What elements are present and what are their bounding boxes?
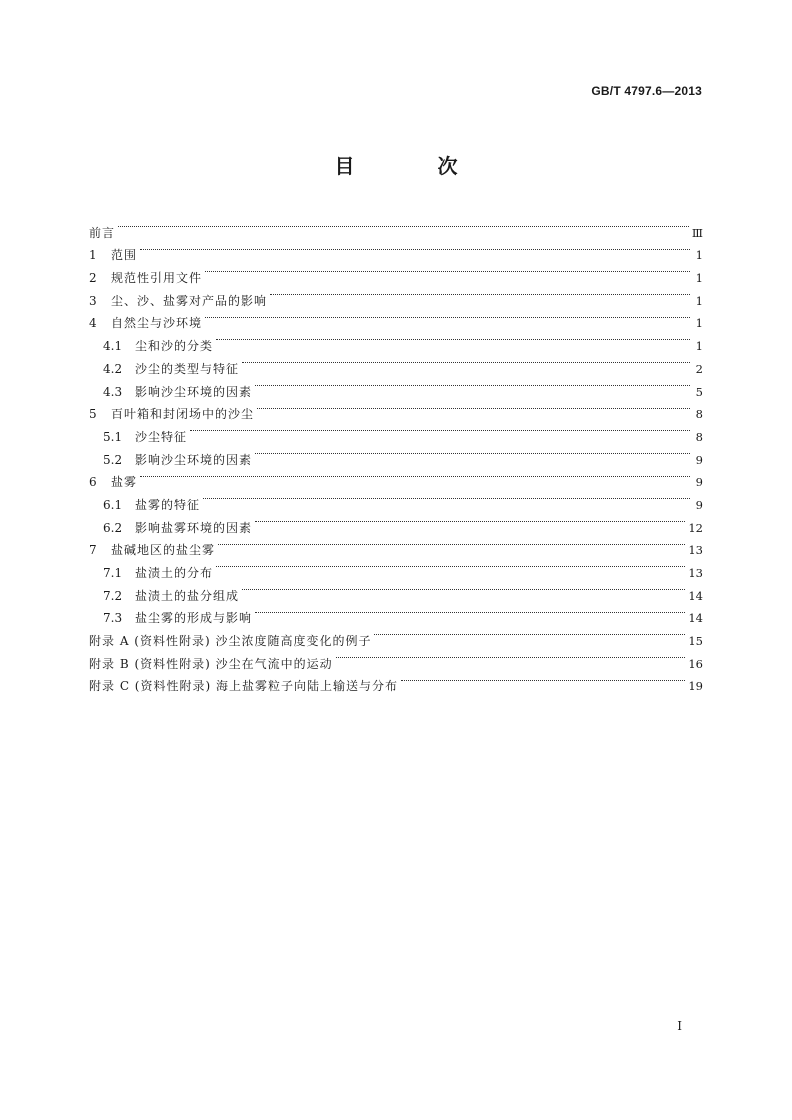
toc-entry-number: 4	[89, 316, 97, 331]
toc-leader-dots	[216, 554, 685, 577]
toc-leader-dots	[255, 509, 685, 532]
toc-leader-dots	[255, 373, 690, 396]
toc-entry-title: 尘和沙的分类	[135, 339, 214, 354]
toc-entry-number: 3	[89, 293, 97, 308]
toc-entry-number: 5.1	[103, 429, 123, 444]
toc-entry-page: 8	[695, 407, 703, 422]
toc-entry-title: 自然尘与沙环境	[111, 316, 203, 331]
toc-entry-number: 1	[89, 248, 97, 263]
toc-entry-title: 盐雾	[111, 475, 138, 490]
toc-leader-dots	[257, 396, 690, 419]
toc-entry-number: 7.2	[103, 588, 123, 603]
toc-entry[interactable]	[89, 237, 703, 263]
toc-entry[interactable]	[89, 464, 703, 490]
toc-entry-title: 盐渍土的盐分组成	[135, 588, 240, 603]
toc-entry-title: 附录 C (资料性附录) 海上盐雾粒子向陆上输送与分布	[89, 679, 398, 694]
toc-leader-dots	[205, 305, 690, 328]
toc-entry-title: 影响沙尘环境的因素	[135, 384, 253, 399]
toc-entry-number: 6.1	[103, 497, 123, 512]
toc-entry-page: 13	[688, 566, 703, 580]
toc-entry-title: 盐雾的特征	[135, 497, 201, 512]
toc-entry-page: 16	[688, 656, 703, 671]
toc-leader-dots	[203, 486, 690, 509]
toc-entry-page: Ⅲ	[691, 225, 703, 240]
toc-entry-page: 1	[695, 271, 703, 286]
toc-entry-number: 6.2	[103, 520, 123, 535]
toc-leader-dots	[190, 418, 690, 441]
toc-leader-dots	[140, 237, 690, 260]
toc-entry-number: 4.1	[103, 339, 123, 354]
toc-entry-title: 前言	[89, 225, 116, 240]
toc-leader-dots	[218, 532, 685, 555]
toc-leader-dots	[205, 259, 690, 282]
toc-entry-page: 15	[688, 634, 703, 649]
toc-entry-page: 19	[688, 679, 703, 694]
toc-entry-page: 2	[695, 361, 703, 376]
toc-entry-title: 沙尘特征	[135, 429, 188, 444]
toc-entry-page: 8	[695, 429, 703, 444]
toc-entry-number: 7.1	[103, 566, 123, 580]
toc-leader-dots	[140, 464, 690, 487]
toc-entry-title: 影响盐雾环境的因素	[135, 520, 253, 535]
page-number: I	[677, 1019, 682, 1033]
toc-entry-title: 盐尘雾的形成与影响	[135, 611, 253, 626]
standard-code: GB/T 4797.6—2013	[591, 84, 702, 98]
table-of-contents	[89, 214, 703, 694]
toc-entry-page: 1	[695, 339, 703, 354]
toc-entry-page: 9	[695, 475, 703, 490]
toc-entry-page: 5	[695, 384, 703, 399]
toc-entry-title: 沙尘的类型与特征	[135, 361, 240, 376]
toc-leader-dots	[374, 622, 685, 645]
toc-entry-page: 1	[695, 248, 703, 263]
toc-entry-number: 7	[89, 543, 97, 558]
toc-entry-number: 7.3	[103, 611, 123, 626]
toc-entry-page: 13	[688, 543, 703, 558]
toc-entry[interactable]	[89, 214, 703, 240]
toc-entry-number: 6	[89, 475, 97, 490]
toc-leader-dots	[270, 282, 690, 305]
toc-entry-number: 5	[89, 407, 97, 422]
toc-leader-dots	[336, 645, 686, 668]
toc-entry-title: 影响沙尘环境的因素	[135, 452, 253, 467]
toc-entry-page: 9	[695, 497, 703, 512]
toc-entry-number: 4.3	[103, 384, 123, 399]
toc-entry-title: 尘、沙、盐雾对产品的影响	[111, 293, 268, 308]
toc-entry-page: 12	[688, 520, 703, 535]
toc-entry-title: 百叶箱和封闭场中的沙尘	[111, 407, 255, 422]
toc-entry-title: 附录 A (资料性附录) 沙尘浓度随高度变化的例子	[89, 634, 372, 649]
toc-leader-dots	[242, 350, 690, 373]
toc-leader-dots	[242, 577, 685, 600]
toc-entry-page: 14	[688, 611, 703, 626]
toc-entry-page: 1	[695, 293, 703, 308]
toc-entry[interactable]	[89, 259, 703, 286]
toc-entry-title: 盐碱地区的盐尘雾	[111, 543, 216, 558]
toc-leader-dots	[401, 668, 685, 691]
toc-entry-page: 9	[695, 452, 703, 467]
toc-entry-title: 盐渍土的分布	[135, 566, 214, 580]
toc-leader-dots	[255, 600, 685, 623]
toc-entry-title: 规范性引用文件	[111, 271, 203, 286]
toc-entry-page: 1	[695, 316, 703, 331]
toc-leader-dots	[255, 441, 690, 464]
toc-leader-dots	[216, 327, 690, 350]
toc-entry-number: 4.2	[103, 361, 123, 376]
toc-entry-title: 范围	[111, 248, 138, 263]
toc-entry-number: 2	[89, 271, 97, 286]
page-title: 目 次	[334, 154, 496, 178]
toc-leader-dots	[118, 214, 689, 237]
toc-entry-title: 附录 B (资料性附录) 沙尘在气流中的运动	[89, 656, 333, 671]
toc-entry[interactable]	[89, 486, 703, 512]
toc-entry-page: 14	[688, 588, 703, 603]
toc-entry-number: 5.2	[103, 452, 123, 467]
